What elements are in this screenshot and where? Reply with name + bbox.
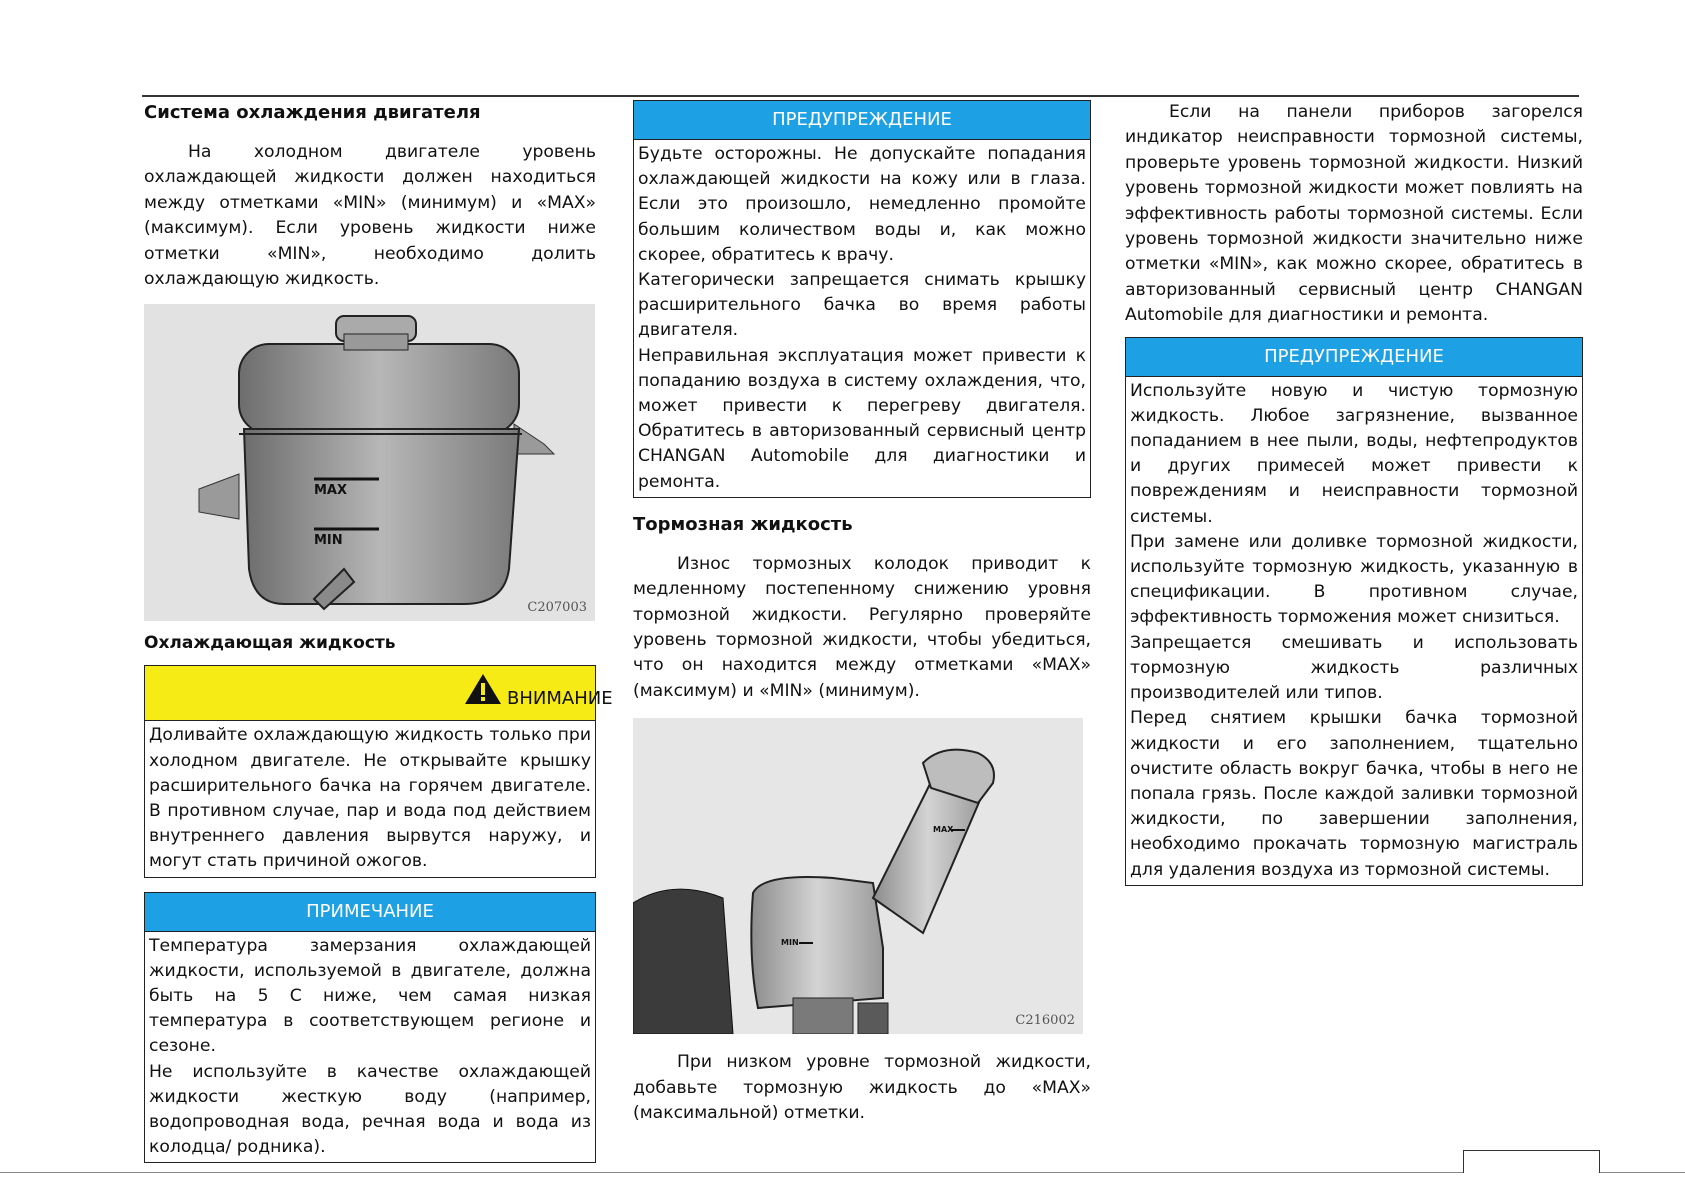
warning-header: ПРЕДУПРЕЖДЕНИЕ	[634, 101, 1090, 140]
warning-text	[634, 140, 1090, 497]
note-box	[144, 892, 596, 1164]
brake-reservoir-illustration	[633, 718, 1083, 1034]
note-text	[145, 932, 595, 1163]
caution-text	[145, 721, 595, 876]
warning-text	[1126, 377, 1582, 885]
warning-paragraph-2: Категорически запрещается снимать крышку расширительного бачка во время работы двигателя.	[638, 270, 1086, 341]
warning-header: ПРЕДУПРЕЖДЕНИЕ	[1126, 338, 1582, 377]
brake-paragraph-2: При низком уровне тормозной жидкости, добавьте тормозную жидкость до «MAX» (максимальной) отметки.	[633, 1052, 1091, 1124]
warning-triangle-icon	[463, 672, 503, 706]
caution-header	[145, 666, 613, 721]
brake-paragraph-1: Износ тормозных колодок приводит к медленному постепенному снижению уровня тормозной жидкости. Регулярно проверяйте уровень тормозной жидкости, чтобы убедиться, что он находится между отметками «MAX» (максимум) и «MIN» (минимум).	[633, 553, 1091, 701]
caution-title: ВНИМАНИЕ	[507, 688, 613, 710]
coolant-tank-figure	[144, 304, 595, 621]
section-heading-brake: Тормозная жидкость	[633, 513, 853, 535]
column-right	[1125, 100, 1583, 886]
reservoir-min-mark: MIN	[781, 938, 799, 948]
top-rule	[142, 95, 1579, 97]
brake-indicator-paragraph: Если на панели приборов загорелся индикатор неисправности тормозной системы, проверьте уровень тормозной жидкости. Низкий уровень тормозной жидкости может повлиять на эффективность работы тормозной системы. Если уровень тормозной жидкости значительно ниже отметки «MIN», как можно скорее, обратитесь в авторизованный сервисный центр CHANGAN Automobile для диагностики и ремонта.	[1125, 102, 1583, 326]
figure-caption: Охлаждающая жидкость	[144, 633, 396, 654]
warning-paragraph-1: Используйте новую и чистую тормозную жидкость. Любое загрязнение, вызванное попаданием в нее пыли, воды, нефтепродуктов и других примесей может привести к повреждениям и неисправности тормозной системы.	[1130, 380, 1578, 527]
warning-paragraph-1: Будьте осторожны. Не допускайте попадания охлаждающей жидкости на кожу или в глаза. Если это произошло, немедленно промойте большим количеством воды и, как можно скорее, обратитесь к врачу.	[638, 144, 1086, 265]
warning-box-coolant	[633, 100, 1091, 498]
caution-paragraph: Доливайте охлаждающую жидкость только при холодном двигателе. Не открывайте крышку расширительного бачка на горячем двигателе. В противном случае, пар и вода под действием внутреннего давления вырвутся наружу, и могут стать причиной ожогов.	[149, 725, 591, 872]
note-header: ПРИМЕЧАНИЕ	[145, 893, 595, 932]
figure-code: C216002	[1015, 1013, 1075, 1029]
warning-paragraph-4: Перед снятием крышки бачка тормозной жидкости и его заполнением, тщательно очистите область вокруг бачка, чтобы в него не попала грязь. После каждой заливки тормозной жидкости, по завершении заполнения, необходимо прокачать тормозную магистраль для удаления воздуха из тормозной системы.	[1130, 708, 1578, 880]
section-heading-cooling: Система охлаждения двигателя	[144, 102, 481, 123]
note-paragraph-2: Не используйте в качестве охлаждающей жидкости жесткую воду (например, водопроводная вода, речная вода и вода из колодца/ родника).	[149, 1061, 591, 1158]
page-number-tab	[1463, 1150, 1600, 1173]
column-left	[144, 100, 613, 1163]
footer-rule	[0, 1172, 1685, 1173]
column-middle	[633, 100, 1091, 1127]
warning-paragraph-2: При замене или доливке тормозной жидкости, используйте тормозную жидкость, указанную в спецификации. В противном случае, эффективность торможения может снизиться.	[1130, 531, 1578, 628]
reservoir-max-mark: MAX	[933, 825, 954, 835]
cooling-intro-paragraph: На холодном двигателе уровень охлаждающей жидкости должен находиться между отметками «MIN» (минимум) и «MAX» (максимум). Если уровень жидкости ниже отметки «MIN», необходимо долить охлаждающую жидкость.	[144, 142, 596, 290]
brake-reservoir-figure	[633, 718, 1083, 1034]
tank-min-mark: MIN	[314, 533, 343, 549]
warning-paragraph-3: Неправильная эксплуатация может привести к попаданию воздуха в систему охлаждения, что, может привести к перегреву двигателя. Обратитесь в авторизованный сервисный центр CHANGAN Automobile для диагностики и ремонта.	[638, 345, 1086, 492]
coolant-tank-illustration	[144, 304, 595, 621]
figure-code: C207003	[527, 600, 587, 616]
caution-box	[144, 665, 613, 877]
note-paragraph-1: Температура замерзания охлаждающей жидкости, используемой в двигателе, должна быть на 5 С ниже, чем самая низкая температура в соответствующем регионе и сезоне.	[149, 935, 591, 1057]
tank-max-mark: MAX	[314, 483, 348, 499]
warning-box-brake	[1125, 337, 1583, 886]
warning-paragraph-3: Запрещается смешивать и использовать тормозную жидкость различных производителей или типов.	[1130, 632, 1578, 704]
